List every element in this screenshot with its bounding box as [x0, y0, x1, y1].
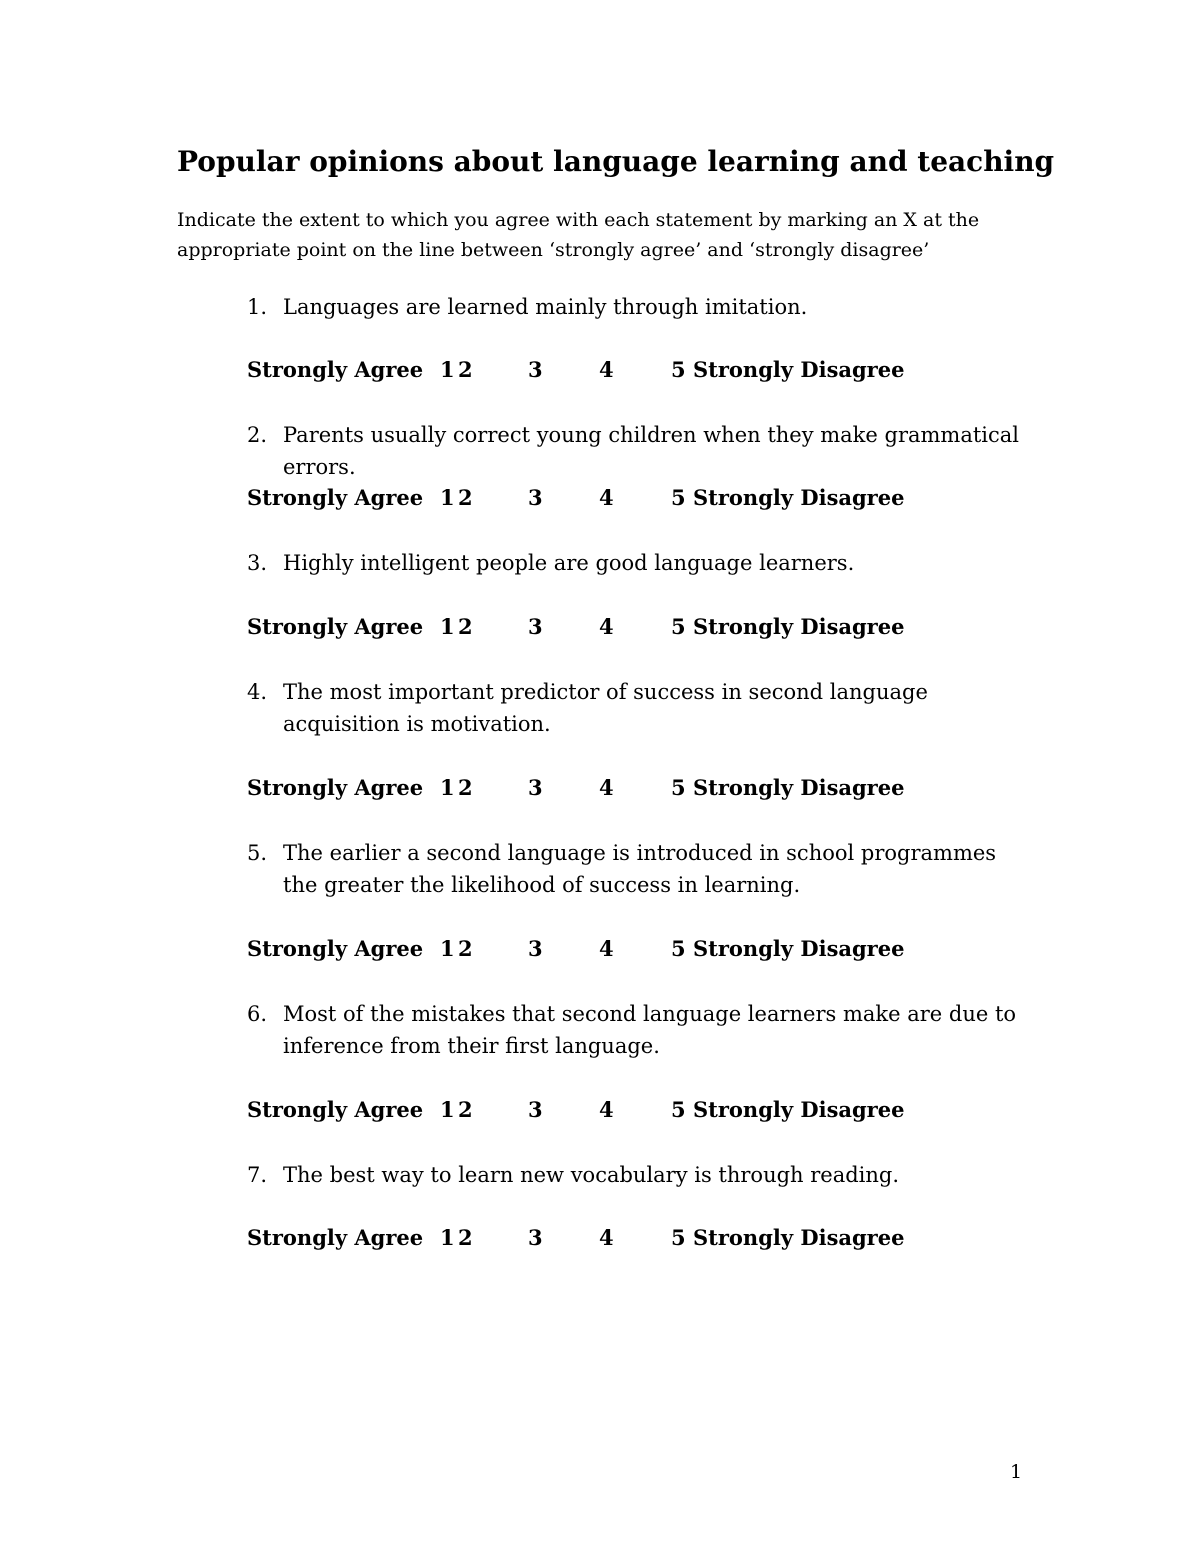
scale-option-4[interactable]: 4	[599, 485, 614, 510]
scale-option-1[interactable]: 1	[440, 936, 455, 961]
instructions: Indicate the extent to which you agree with each statement by marking an X at the appropriate point on the line between ‘strongly agree’ and ‘strongly disagree’	[177, 209, 980, 261]
scale-disagree-label: Strongly Disagree	[693, 614, 905, 639]
rating-scale-6	[247, 1094, 967, 1126]
scale-option-5[interactable]: 5	[671, 775, 686, 800]
scale-option-5[interactable]: 5	[671, 936, 686, 961]
scale-option-5[interactable]: 5	[671, 485, 686, 510]
scale-option-2[interactable]: 2	[458, 936, 473, 961]
scale-disagree-label: Strongly Disagree	[693, 936, 905, 961]
scale-agree-label: Strongly Agree	[247, 936, 424, 961]
scale-option-2[interactable]: 2	[458, 485, 473, 510]
scale-option-2[interactable]: 2	[458, 775, 473, 800]
scale-disagree-label: Strongly Disagree	[693, 357, 905, 382]
scale-option-2[interactable]: 2	[458, 1097, 473, 1122]
scale-disagree-label: Strongly Disagree	[693, 1097, 905, 1122]
scale-agree-label: Strongly Agree	[247, 775, 424, 800]
scale-option-1[interactable]: 1	[440, 357, 455, 382]
statement-3	[247, 547, 1037, 579]
scale-agree-label: Strongly Agree	[247, 357, 424, 382]
statement-text: Parents usually correct young children when they make grammatical errors.	[283, 423, 1020, 479]
scale-agree-label: Strongly Agree	[247, 485, 424, 510]
scale-option-1[interactable]: 1	[440, 1225, 455, 1250]
scale-option-4[interactable]: 4	[599, 775, 614, 800]
scale-option-4[interactable]: 4	[599, 1097, 614, 1122]
scale-option-2[interactable]: 2	[458, 614, 473, 639]
statement-number: 1.	[247, 295, 268, 319]
statement-7	[247, 1159, 1037, 1191]
scale-option-1[interactable]: 1	[440, 614, 455, 639]
rating-scale-7	[247, 1222, 967, 1254]
scale-option-2[interactable]: 2	[458, 357, 473, 382]
page-number: 1	[1010, 1461, 1023, 1483]
statement-text: The most important predictor of success in second language acquisition is motivation.	[283, 680, 928, 736]
statement-text: Languages are learned mainly through imitation.	[283, 295, 808, 319]
scale-option-4[interactable]: 4	[599, 357, 614, 382]
scale-option-3[interactable]: 3	[528, 775, 543, 800]
statement-text: The best way to learn new vocabulary is through reading.	[283, 1163, 900, 1187]
scale-disagree-label: Strongly Disagree	[693, 485, 905, 510]
rating-scale-3	[247, 611, 967, 643]
statement-text: Highly intelligent people are good language learners.	[283, 551, 855, 575]
statement-2	[247, 419, 1037, 483]
scale-option-3[interactable]: 3	[528, 1097, 543, 1122]
scale-option-1[interactable]: 1	[440, 775, 455, 800]
scale-option-4[interactable]: 4	[599, 936, 614, 961]
scale-option-1[interactable]: 1	[440, 1097, 455, 1122]
rating-scale-5	[247, 933, 967, 965]
scale-option-1[interactable]: 1	[440, 485, 455, 510]
scale-option-4[interactable]: 4	[599, 1225, 614, 1250]
statement-6	[247, 998, 1037, 1062]
scale-option-3[interactable]: 3	[528, 357, 543, 382]
scale-disagree-label: Strongly Disagree	[693, 775, 905, 800]
scale-option-3[interactable]: 3	[528, 1225, 543, 1250]
statement-number: 3.	[247, 551, 268, 575]
statement-number: 4.	[247, 680, 268, 704]
page-title: Popular opinions about language learning and teaching	[177, 145, 1055, 178]
scale-option-5[interactable]: 5	[671, 357, 686, 382]
scale-option-2[interactable]: 2	[458, 1225, 473, 1250]
statement-text: Most of the mistakes that second language learners make are due to inference from their first language.	[283, 1002, 1017, 1058]
scale-agree-label: Strongly Agree	[247, 1225, 424, 1250]
scale-option-5[interactable]: 5	[671, 1097, 686, 1122]
statement-text: The earlier a second language is introduced in school programmes the greater the likelihood of success in learning.	[283, 841, 997, 897]
scale-disagree-label: Strongly Disagree	[693, 1225, 905, 1250]
scale-option-3[interactable]: 3	[528, 936, 543, 961]
scale-option-4[interactable]: 4	[599, 614, 614, 639]
statement-number: 5.	[247, 841, 268, 865]
scale-option-3[interactable]: 3	[528, 614, 543, 639]
statement-number: 2.	[247, 423, 268, 447]
scale-agree-label: Strongly Agree	[247, 614, 424, 639]
statement-number: 7.	[247, 1163, 268, 1187]
rating-scale-1	[247, 354, 967, 386]
scale-agree-label: Strongly Agree	[247, 1097, 424, 1122]
rating-scale-2	[247, 482, 967, 514]
statement-1	[247, 291, 1037, 323]
statement-number: 6.	[247, 1002, 268, 1026]
scale-option-3[interactable]: 3	[528, 485, 543, 510]
scale-option-5[interactable]: 5	[671, 1225, 686, 1250]
scale-option-5[interactable]: 5	[671, 614, 686, 639]
statement-4	[247, 676, 1037, 740]
statement-5	[247, 837, 1037, 901]
rating-scale-4	[247, 772, 967, 804]
